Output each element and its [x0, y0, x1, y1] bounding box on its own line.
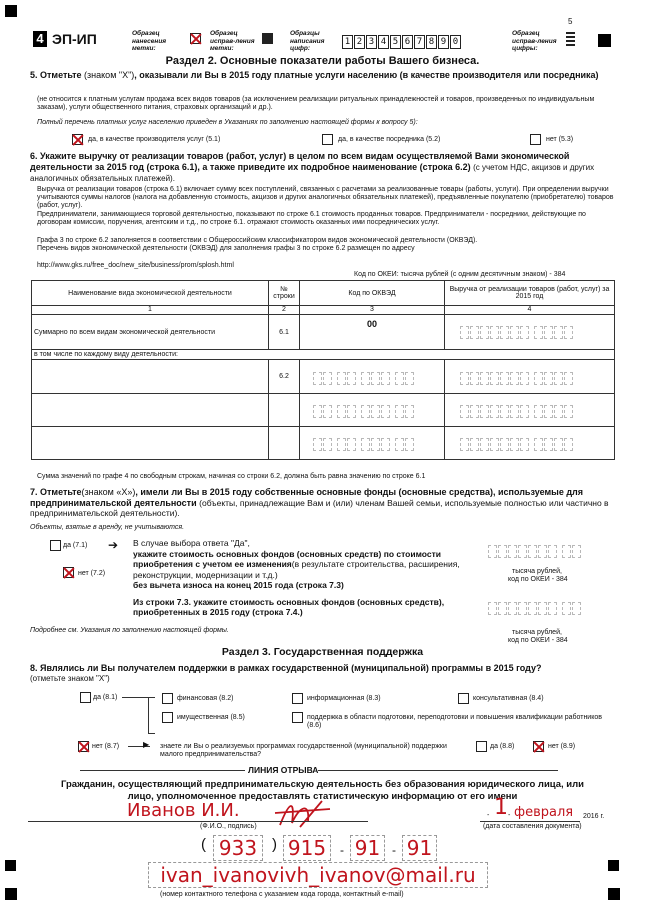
- q8-yes-checkbox[interactable]: [80, 692, 91, 703]
- revenue-total-cells[interactable]: [460, 326, 574, 339]
- q8-no89-checkbox[interactable]: [533, 741, 544, 752]
- q7-more: Подробнее см. Указания по заполнению настоящей формы.: [30, 627, 229, 634]
- q8-mark: (отметьте знаком "X"): [30, 674, 110, 683]
- cut-line-left: [80, 770, 245, 771]
- sample-digit: 4: [378, 35, 389, 49]
- col-num: 2: [269, 306, 300, 315]
- phone-dash-2: -: [392, 843, 396, 857]
- q8-opt83-checkbox[interactable]: [292, 693, 303, 704]
- side-marker-left: [5, 860, 16, 871]
- sample-fix-digit: 5: [568, 17, 573, 26]
- q7-title-tail: (объекты, принадлежащие Вам и (или) членам Вашей семьи, используемые полностью или частично в предпринимательской деятельности).: [30, 497, 609, 518]
- date-underline: [480, 821, 580, 822]
- okved-cells-3[interactable]: [313, 438, 415, 451]
- q5-opt2-checkbox[interactable]: [322, 134, 333, 145]
- corner-marker-top-right: [598, 34, 611, 47]
- okved-cells-2[interactable]: [313, 405, 415, 418]
- date-dash-2: -: [508, 812, 511, 819]
- q6-okei: Код по ОКЕИ: тысяча рублей (с одним десятичным знаком) - 384: [354, 271, 566, 278]
- table-header-row: [32, 281, 615, 306]
- activity-name-field[interactable]: [32, 427, 269, 460]
- q8-opt83-label: информационная (8.3): [307, 695, 381, 702]
- row-total-label: Суммарно по всем видам экономической деятельности: [32, 315, 269, 350]
- q7-yes-label: да (7.1): [63, 542, 88, 549]
- q6-footer-note: Сумма значений по графе 4 по свободным строкам, начиная со строки 6.2, должна быть равна значению по строке 6.1: [37, 473, 426, 480]
- sample-digit: 1: [342, 35, 353, 49]
- q5-note2: Полный перечень платных услуг населению приведен в Указаниях по заполнению настоящей формы к вопросу 5):: [37, 119, 418, 126]
- sample-fix-label: Образец исправ-ления метки:: [210, 30, 255, 52]
- okved-cells-1[interactable]: [313, 372, 415, 385]
- q6-title-main: 6. Укажите выручку от реализации товаров (работ, услуг) в целом по всем видам осуществляемой Вами экономической деятельности за 2015 год (строка 6.1), а также приведите их подробное наименование (строка 6.2): [30, 151, 570, 172]
- q5-title-mark: (знаком "X"): [84, 70, 135, 80]
- sample-digit: 9: [438, 35, 449, 49]
- cut-line-label: ЛИНИЯ ОТРЫВА: [248, 765, 319, 775]
- q7-row73: без вычета износа на конец 2015 года (строка 7.3): [133, 580, 344, 590]
- phone-code-field[interactable]: 933: [213, 835, 263, 861]
- sample-fix-digit-label: Образец исправ-ления цифры:: [512, 30, 557, 52]
- email-field[interactable]: ivan_ivanovivh_ivanov@mail.ru: [148, 862, 488, 888]
- col-header-name: Наименование вида экономической деятельности: [32, 281, 269, 306]
- q6-body2: Предприниматели, занимающиеся торговой деятельностью, показывают по строке 6.1 стоимость проданных товаров. Предприниматели - посредники, действующие по договорам комиссии, поручения, агентским и т.д., по строке 6.1. отражают стоимость оказанных ими посреднических услуг.: [37, 211, 586, 226]
- q8-opt86-checkbox[interactable]: [292, 712, 303, 723]
- q8-opt82-checkbox[interactable]: [162, 693, 173, 704]
- q7-no-checkbox[interactable]: [63, 567, 74, 578]
- q7-yes-checkbox[interactable]: [50, 540, 61, 551]
- q8-opt82-label: финансовая (8.2): [177, 695, 234, 702]
- q5-opt3-checkbox[interactable]: [530, 134, 541, 145]
- row-each-label: в том числе по каждому виду деятельности:: [32, 350, 615, 360]
- cut-statement: Гражданин, осуществляющий предпринимательскую деятельность без образования юридического лица, или лицо, уполномоченное предоставлять статистическую информацию от его имени: [60, 779, 585, 802]
- phone-open-paren: (: [201, 836, 206, 853]
- q8-opt85-checkbox[interactable]: [162, 712, 173, 723]
- sample-fix-box: [262, 33, 273, 44]
- section3-title: Раздел 3. Государственная поддержка: [221, 646, 424, 658]
- revenue-cells-1[interactable]: [460, 372, 574, 385]
- row-total-okved: 00: [300, 315, 445, 350]
- q7-unit-label-2: тысяча рублей,: [512, 629, 562, 636]
- row-num-cell: [269, 394, 300, 427]
- q8-yes88-checkbox[interactable]: [476, 741, 487, 752]
- cut-line-right: [318, 770, 558, 771]
- signature-scribble: [270, 795, 350, 833]
- q8-opt84-checkbox[interactable]: [458, 693, 469, 704]
- q7-if-yes: В случае выбора ответа "Да",: [133, 538, 250, 548]
- q6-table: [31, 280, 615, 460]
- revenue-cells-3[interactable]: [460, 438, 574, 451]
- q7-title-mark: (знаком «X»): [81, 487, 136, 497]
- q8-yes-label: да (8.1): [93, 694, 118, 701]
- q8-no-checkbox[interactable]: [78, 741, 89, 752]
- section2-title: Раздел 2. Основные показатели работы Вашего бизнеса.: [165, 55, 480, 67]
- phone-part1-field[interactable]: 915: [283, 835, 331, 861]
- q7-title: [30, 487, 615, 519]
- q8-arrow-icon: ▶: [143, 740, 150, 749]
- phone-part3-field[interactable]: 91: [402, 835, 437, 861]
- q8-know-question: знаете ли Вы о реализуемых программах государственной (муниципальной) поддержки малого предпринимательства?: [160, 743, 447, 758]
- contact-caption: (номер контактного телефона с указанием кода города, контактный e-mail): [160, 891, 404, 898]
- q7-specify-tail: (в результате строительства, расширения, реконструкции, модернизации и т.д.): [133, 559, 460, 580]
- q6-url[interactable]: http://www.gks.ru/free_doc/new_site/business/prom/splosh.html: [37, 262, 234, 269]
- q7-specify: укажите стоимость основных фондов (основных средств) по стоимости приобретения с учетом ее изменения: [133, 548, 441, 569]
- col-num: 1: [32, 306, 269, 315]
- q8-connector: [122, 697, 148, 698]
- q7-row73-cells[interactable]: [488, 545, 582, 558]
- date-caption: (дата составления документа): [483, 823, 582, 830]
- table-colnum-row: [32, 306, 615, 315]
- q7-row74: Из строки 7.3. укажите стоимость основных фондов (основных средств), приобретенных в 2015 году (строка 7.4.): [133, 596, 445, 617]
- sample-digit: 6: [402, 35, 413, 49]
- date-dash: -: [487, 812, 490, 819]
- q8-title: 8. Являлись ли Вы получателем поддержки в рамках государственной (муниципальной) программы в 2015 году?: [30, 663, 542, 673]
- phone-dash-1: -: [340, 843, 344, 857]
- page-number-box: 4: [33, 31, 47, 47]
- sample-digit: 8: [426, 35, 437, 49]
- q5-title: [30, 70, 615, 81]
- form-code: ЭП-ИП: [52, 31, 97, 47]
- q7-unit-code-1: код по ОКЕИ - 384: [508, 576, 568, 583]
- q5-title-b: , оказывали ли Вы в 2015 году платные услуги населению (в качестве производителя или посредника): [134, 70, 599, 80]
- row-each-num: 6.2: [269, 360, 300, 394]
- table-row-each-header: [32, 350, 615, 360]
- q6-body4: Перечень видов экономической деятельности (ОКВЭД) для заполнения графы 3 по строке 6.2 размещен по адресу: [37, 245, 415, 252]
- date-day[interactable]: 1: [494, 795, 508, 820]
- sample-mark-label: Образец нанесения метки:: [132, 30, 167, 52]
- q7-details: [133, 538, 473, 618]
- q8-bracket: [148, 697, 155, 734]
- activity-name-field[interactable]: [32, 360, 269, 394]
- q7-no-label: нет (7.2): [78, 570, 106, 577]
- q6-body1: Выручка от реализации товаров (строка 6.1) включает сумму всех поступлений, связанных с расчетами за реализованные товары (работы, услуги). При определении выручки учитываются суммы налогов (налога на добавленную стоимость, акцизов и других аналогичных обязательных платежей), предъявленные покупателю (приобретателю) товаров (работ, услуг).: [37, 186, 614, 209]
- date-year: 2016 г.: [583, 813, 605, 820]
- q6-body3: Графа 3 по строке 6.2 заполняется в соответствии с Общероссийским классификатором видов экономической деятельности (ОКВЭД).: [37, 237, 478, 244]
- signature-caption: (Ф.И.О., подпись): [200, 823, 257, 830]
- sample-mark-box: [190, 33, 201, 44]
- sample-digit: 7: [414, 35, 425, 49]
- col-num: 3: [300, 306, 445, 315]
- sample-digits-label: Образцы написания цифр:: [290, 30, 325, 52]
- activity-name-field[interactable]: [32, 394, 269, 427]
- q5-opt1-label: да, в качестве производителя услуг (5.1): [88, 136, 221, 143]
- q7-title-a: 7. Отметьте: [30, 487, 82, 497]
- sample-fix-digit-box: [566, 30, 575, 46]
- sample-digit: 5: [390, 35, 401, 49]
- q7-note: Объекты, взятые в аренду, не учитываются.: [30, 524, 185, 531]
- row-num-cell: [269, 427, 300, 460]
- q7-arrow-icon: ➔: [108, 538, 119, 552]
- sample-digit: 0: [450, 35, 461, 49]
- col-num: 4: [445, 306, 615, 315]
- q7-unit-label-1: тысяча рублей,: [512, 568, 562, 575]
- q8-no89-label: нет (8.9): [548, 743, 576, 750]
- corner-marker-bottom-right: [608, 888, 620, 900]
- corner-marker-top-left: [5, 5, 17, 17]
- q5-opt2-label: да, в качестве посредника (5.2): [338, 136, 441, 143]
- q5-note: (не относится к платным услугам продажа всех видов товаров (за исключением реализации ритуальных принадлежностей и товаров, произведенных по индивидуальным заказам), услуги общественного питания, страховых организаций и др.).: [37, 96, 595, 111]
- phone-close-paren: ): [272, 836, 277, 853]
- q7-title-b: , имели ли Вы в 2015 году собственные основные фонды (основные средства), используемые для предпринимательской деятельности: [30, 487, 584, 508]
- q8-no-label: нет (8.7): [92, 743, 120, 750]
- q7-unit-code-2: код по ОКЕИ - 384: [508, 637, 568, 644]
- revenue-cells-2[interactable]: [460, 405, 574, 418]
- sample-digit: 2: [354, 35, 365, 49]
- corner-marker-bottom-left: [5, 888, 17, 900]
- side-marker-right: [608, 860, 619, 871]
- col-header-num: № строки: [269, 281, 300, 306]
- q8-opt85-label: имущественная (8.5): [177, 714, 245, 721]
- q7-row74-cells[interactable]: [488, 602, 582, 615]
- q8-opt86-label: поддержка в области подготовки, переподготовки и повышения квалификации работников (8.6): [307, 714, 602, 729]
- q8-yes88-label: да (8.8): [490, 743, 515, 750]
- q8-opt84-label: консультативная (8.4): [473, 695, 544, 702]
- signature-underline: [28, 821, 368, 822]
- q6-title: [30, 151, 615, 185]
- col-header-revenue: Выручка от реализации товаров (работ, услуг) за 2015 год: [445, 281, 615, 306]
- col-header-okved: Код по ОКВЭД: [300, 281, 445, 306]
- q5-title-a: 5. Отметьте: [30, 70, 82, 80]
- q5-opt1-checkbox[interactable]: [72, 134, 83, 145]
- row-total-num: 6.1: [269, 315, 300, 350]
- q5-opt3-label: нет (5.3): [546, 136, 574, 143]
- date-month[interactable]: февраля: [514, 805, 574, 820]
- sample-digits: [342, 31, 462, 49]
- sample-digit: 3: [366, 35, 377, 49]
- phone-part2-field[interactable]: 91: [350, 835, 385, 861]
- q6-title-tail: (с учетом НДС, акцизов и других аналогичных обязательных платежей).: [30, 162, 595, 183]
- signature-name[interactable]: Иванов И.И.: [127, 800, 240, 821]
